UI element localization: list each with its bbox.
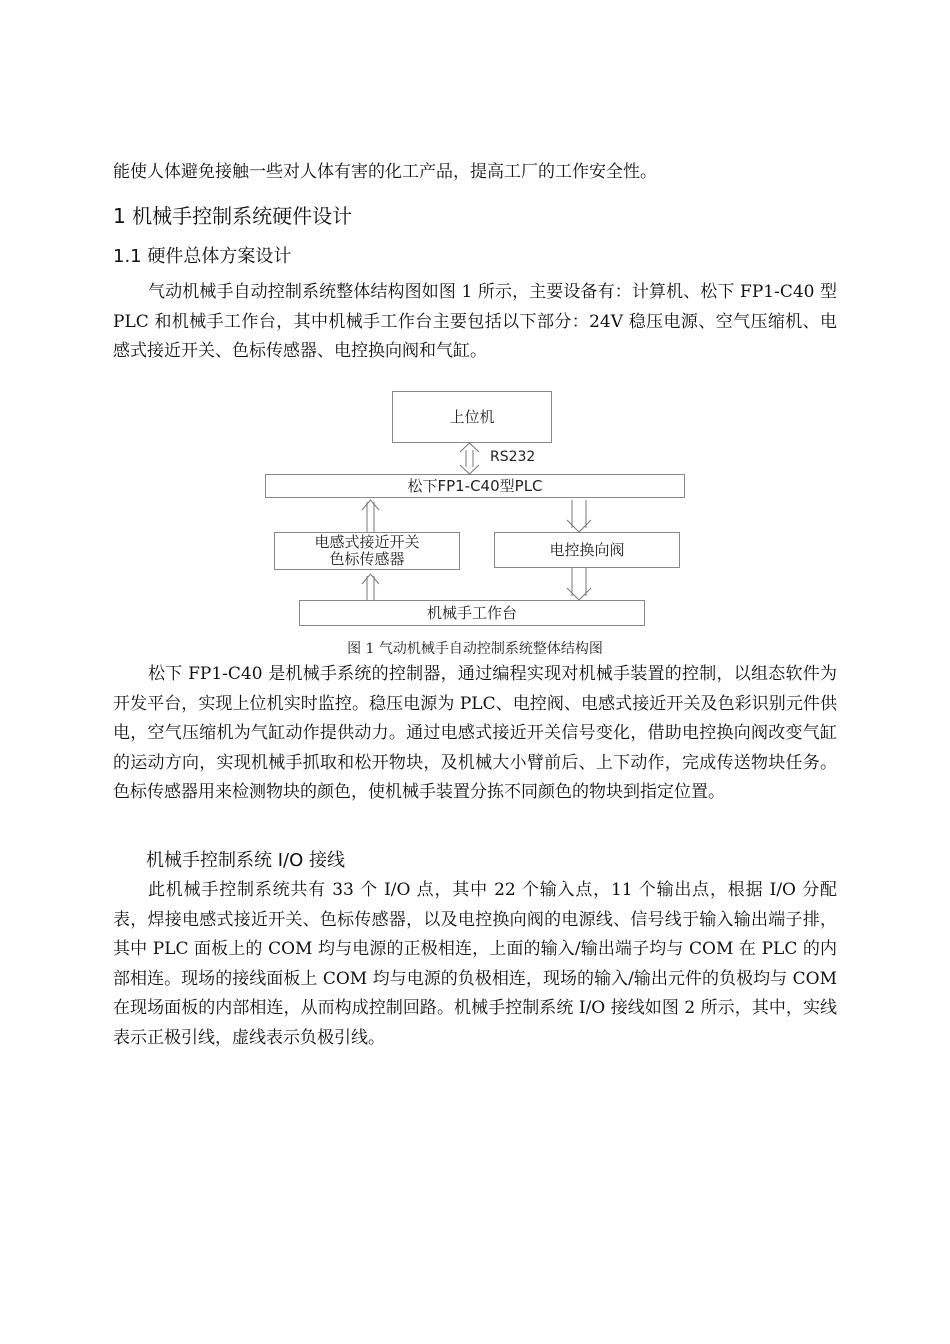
proximity-switch-label: 电感式接近开关 [314, 533, 420, 551]
valve-label: 电控换向阀 [549, 540, 625, 559]
bench-to-sensor-arrow [362, 574, 379, 584]
plc-to-valve-arrow [567, 520, 591, 532]
sensor-to-plc-arrow [362, 500, 379, 510]
sensor-box [274, 532, 460, 570]
workbench-label: 机械手工作台 [426, 603, 517, 622]
plc-label: 松下FP1-C40型PLC [407, 476, 543, 495]
hardware-overview-paragraph: 气动机械手自动控制系统整体结构图如图 1 所示，主要设备有：计算机、松下 FP1-C40 型 PLC 和机械手工作台，其中机械手工作台主要包括以下部分：24V 稳压电源、空气压缩机、电感式接近开关、色标传感器、电控换向阀和气缸。 [113, 282, 837, 361]
valve-box [494, 532, 680, 568]
valve-to-bench-arrow [567, 588, 591, 600]
io-wiring-paragraph: 此机械手控制系统共有 33 个 I/O 点，其中 22 个输入点，11 个输出点，根据 I/O 分配表，焊接电感式接近开关、色标传感器，以及电控换向阀的电源线、信号线于输入输出端子排，其中 PLC 面板上的 COM 均与电源的正极相连，上面的输入/输出端子均与 COM 在 PLC 的内部相连。现场的接线面板上 COM 均与电源的负极相连，现场的输入/输出元件的负极均与 COM 在现场面板的内部相连，从而构成控制回路。机械手控制系统 I/O 接线如图 2 所示，其中，实线表示正极引线，虚线表示负极引线。 [113, 880, 837, 1048]
rs232-arrow-up [460, 443, 479, 452]
rs232-label: RS232 [490, 449, 536, 465]
controller-description-paragraph: 松下 FP1-C40 是机械手系统的控制器，通过编程实现对机械手装置的控制，以组态软件为开发平台，实现上位机实时监控。稳压电源为 PLC、电控阀、电感式接近开关及色彩识别元件供电，空气压缩机为气缸动作提供动力。通过电感式接近开关信号变化，借助电控换向阀改变气缸的运动方向，实现机械手抓取和松开物块，及机械大小臂前后、上下动作，完成传送物块任务。色标传感器用来检测物块的颜色，使机械手装置分拣不同颜色的物块到指定位置。 [113, 664, 837, 802]
io-wiring-heading: 机械手控制系统 I/O 接线 [146, 850, 345, 871]
plc-box [265, 474, 685, 498]
rs232-arrow-down [460, 465, 479, 474]
intro-paragraph: 能使人体避免接触一些对人体有害的化工产品，提高工厂的工作安全性。 [113, 162, 657, 182]
section-1-heading: 1 机械手控制系统硬件设计 [113, 204, 353, 228]
color-sensor-label: 色标传感器 [329, 550, 405, 568]
figure-1-caption: 图 1 气动机械手自动控制系统整体结构图 [347, 641, 603, 657]
system-structure-diagram [262, 388, 690, 633]
host-computer-label: 上位机 [449, 407, 495, 426]
workbench-box [299, 600, 645, 626]
section-1-1-heading: 1.1 硬件总体方案设计 [113, 246, 292, 267]
host-computer-box [392, 391, 552, 443]
